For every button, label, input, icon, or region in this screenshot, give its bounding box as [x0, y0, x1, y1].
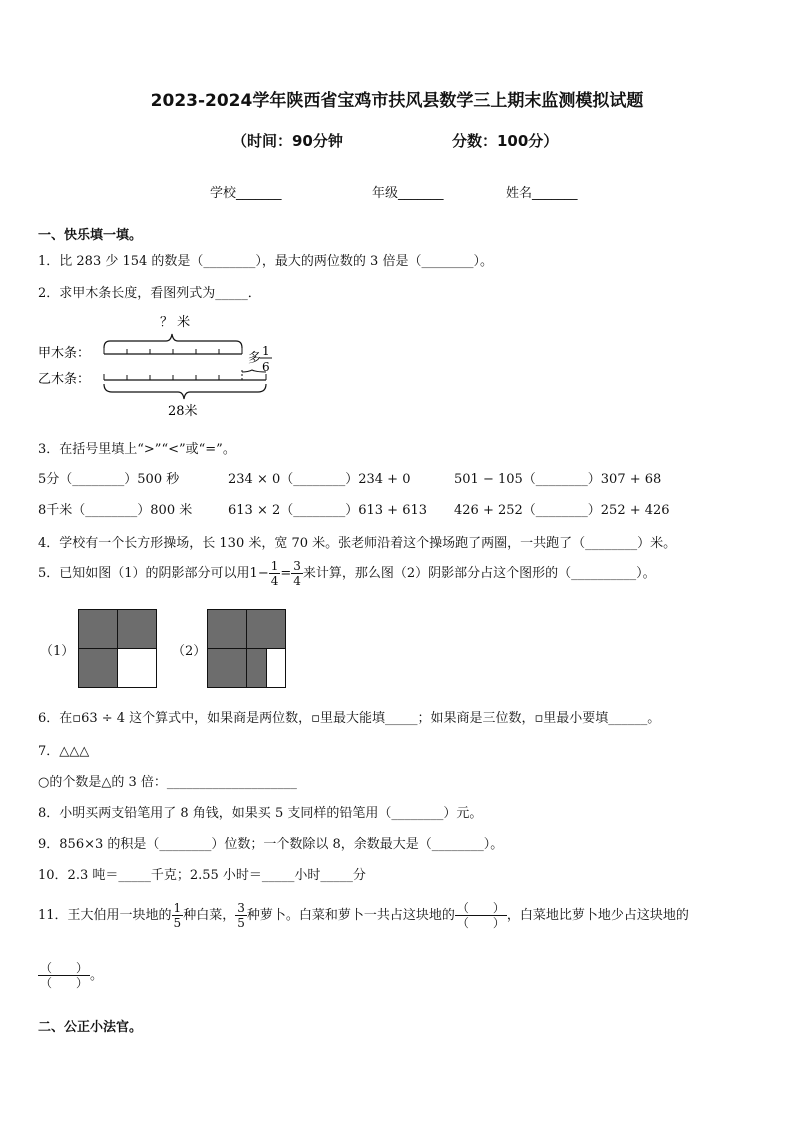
- question-4: 4．学校有一个长方形操场，长 130 米，宽 70 米。张老师沿着这个操场跑了两圈，一共跑了（________）米。: [38, 536, 677, 551]
- total-length-label: 28米: [168, 404, 198, 419]
- jia-label: 甲木条：: [38, 346, 91, 361]
- q11-answer-fraction-2[interactable]: $\frac{( )}{( )}$: [40, 961, 89, 990]
- question-11-line-2: [38, 958, 103, 994]
- page-title: 2023-2024学年陕西省宝鸡市扶风县数学三上期末监测模拟试题: [150, 91, 644, 111]
- q5-text-start: 5．已知如图（1）的阴影部分可以用: [38, 566, 250, 581]
- q11-text-mid-1: 种白菜，: [183, 908, 236, 923]
- time-label: （时间：90分钟: [232, 132, 343, 150]
- school-field[interactable]: 学校_______: [210, 186, 282, 201]
- q11-text-start: 11．王大伯用一块地的: [38, 908, 172, 923]
- section-2-heading: 二、公正小法官。: [38, 1020, 143, 1035]
- q5-text-end: 来计算，那么图（2）阴影部分占这个图形的（__________）。: [302, 566, 656, 581]
- compare-item: 426 + 252（________）252 + 426: [454, 503, 670, 518]
- q11-fraction-1: $\frac{1}{5}$: [173, 901, 182, 930]
- figure-2-label: （2）: [172, 644, 207, 659]
- grade-field[interactable]: 年级_______: [372, 186, 444, 201]
- q11-fraction-2: $\frac{3}{5}$: [237, 901, 245, 930]
- question-6: 6．在▫63 ÷ 4 这个算式中，如果商是两位数，▫里最大能填_____；如果商是三位数，▫里最小要填______。: [38, 711, 661, 726]
- wood-strip-diagram: [38, 308, 288, 426]
- q11-answer-fraction-1[interactable]: $\frac{( )}{( )}$: [456, 901, 505, 930]
- q5-fraction-2: $\frac{3}{4}$: [293, 559, 301, 588]
- compare-item: 8千米（________）800 米: [38, 503, 193, 518]
- compare-item: 613 × 2（________）613 + 613: [228, 503, 428, 518]
- question-8: 8．小明买两支铅笔用了 8 角钱，如果买 5 支同样的铅笔用（________）元。: [38, 806, 483, 821]
- question-5: [38, 558, 656, 590]
- q11-text-end: ，白菜地比萝卜地少占这块地的: [506, 908, 689, 923]
- compare-item: 5分（________）500 秒: [38, 472, 180, 487]
- q5-one-minus: 1−: [249, 566, 269, 581]
- unknown-length-label: ？ 米: [160, 315, 191, 330]
- section-1-heading: 一、快乐填一填。: [38, 228, 143, 243]
- q11-period: 。: [90, 968, 104, 983]
- figure-1-square: [78, 609, 157, 688]
- more-label: 多: [248, 351, 262, 366]
- question-11: [38, 898, 689, 934]
- question-10: 10．2.3 吨＝_____千克；2.55 小时＝_____小时_____分: [38, 868, 366, 883]
- q11-text-mid-2: 种萝卜。白菜和萝卜一共占这块地的: [246, 908, 455, 923]
- top-brace: [104, 334, 242, 348]
- question-7-line-2: ○的个数是△的 3 倍：____________________: [38, 775, 297, 790]
- bottom-brace: [104, 384, 266, 399]
- yi-label: 乙木条：: [38, 372, 91, 387]
- q5-fraction-1: $\frac{1}{4}$: [270, 559, 279, 588]
- figure-1-label: （1）: [40, 644, 75, 659]
- question-1: 1．比 283 少 154 的数是（________），最大的两位数的 3 倍是（________）。: [38, 254, 493, 269]
- question-3: 3．在括号里填上“>”“<”或“=”。: [38, 442, 236, 457]
- fraction-denominator: 6: [262, 360, 270, 374]
- fraction-numerator: 1: [262, 344, 270, 358]
- compare-item: 234 × 0（________）234 + 0: [228, 472, 411, 487]
- figure-2-square: [207, 609, 286, 688]
- question-9: 9．856×3 的积是（________）位数；一个数除以 8，余数最大是（________）。: [38, 837, 504, 852]
- score-label: 分数：100分）: [452, 132, 559, 150]
- question-7: 7．△△△: [38, 744, 90, 759]
- q5-equals: =: [280, 566, 292, 581]
- name-field[interactable]: 姓名_______: [506, 186, 578, 201]
- compare-item: 501 − 105（________）307 + 68: [454, 472, 662, 487]
- question-2: 2．求甲木条长度，看图列式为_____．: [38, 286, 261, 301]
